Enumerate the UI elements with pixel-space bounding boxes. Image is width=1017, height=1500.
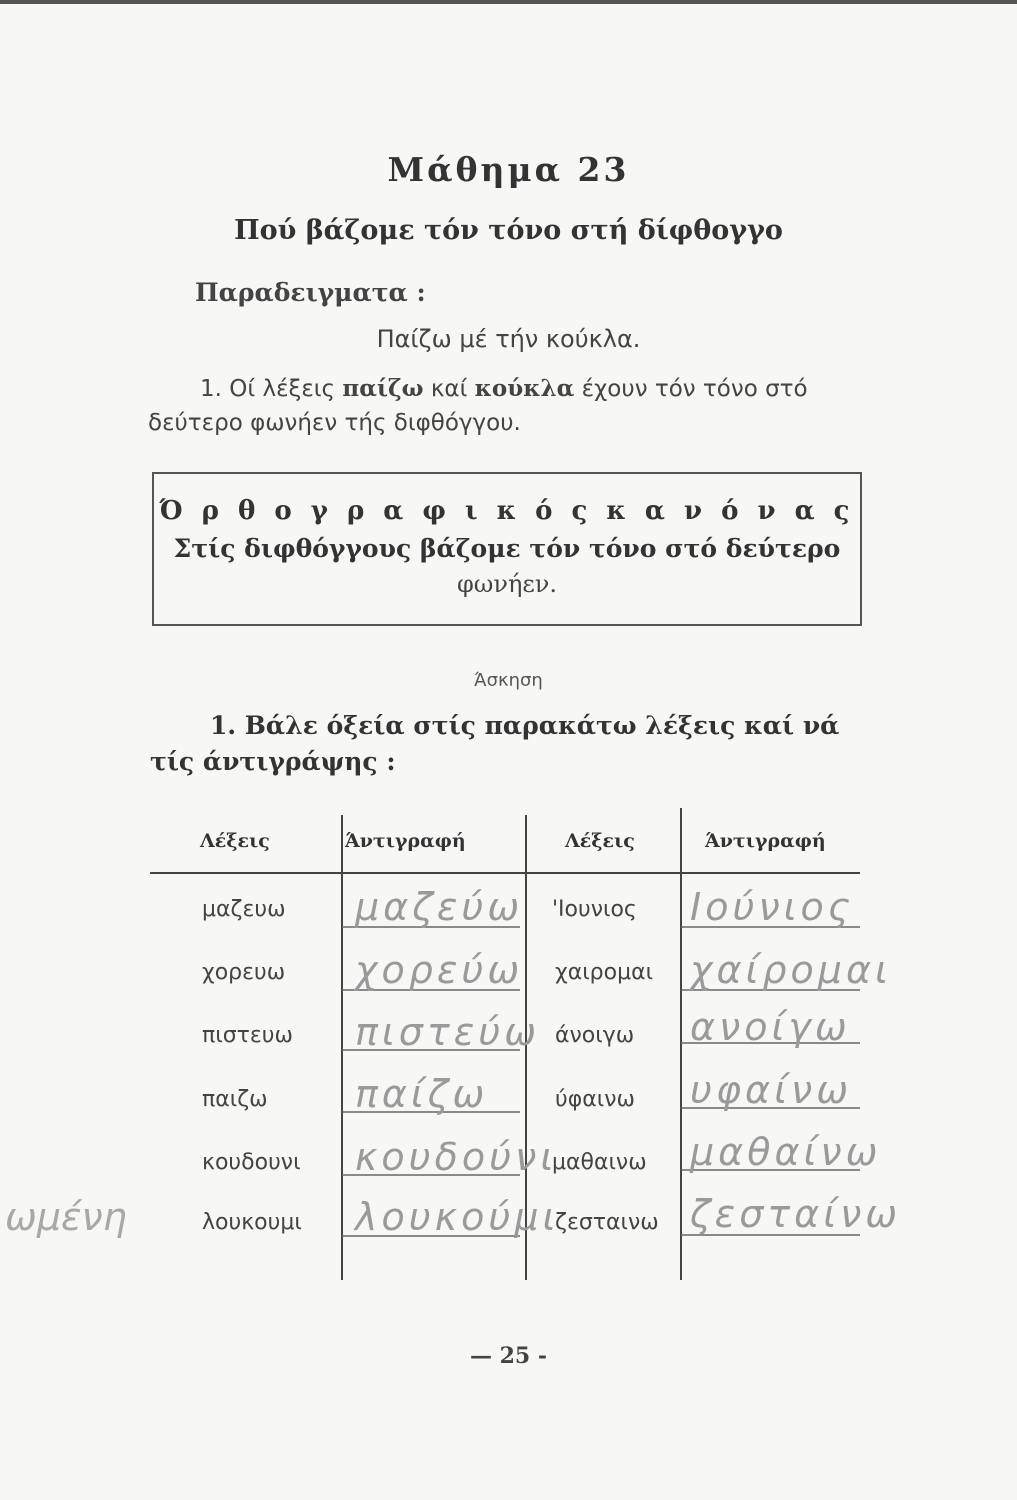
handwritten-copy-left: μαζεύω [355, 885, 524, 929]
handwritten-copy-left: λουκούμι [355, 1195, 560, 1239]
rule-number: 1. [200, 376, 222, 402]
handwritten-copy-left: κουδούνι [355, 1135, 558, 1179]
handwritten-copy-left: χορεύω [355, 948, 524, 992]
rule-box-title: Ό ρ θ ο γ ρ α φ ι κ ό ς κ α ν ό ν α ς [159, 496, 855, 526]
examples-label: Παραδειγματα : [195, 278, 426, 307]
handwritten-copy-right: ανοίγω [690, 1005, 851, 1049]
handwritten-copy-left: παίζω [355, 1072, 489, 1116]
rule-part2: έχουν τόν τόνο στό δεύτερο φωνήεν τής διφθόγγου. [148, 376, 808, 436]
rule-box-line2: φωνήεν. [457, 570, 557, 598]
rule-and: καί [430, 376, 468, 402]
word-left: πιστευω [202, 1023, 293, 1048]
word-left: λουκουμι [202, 1210, 302, 1235]
lesson-title: Μάθημα 23 [387, 150, 630, 189]
word-left: παιζω [202, 1087, 268, 1112]
page-number: — 25 - [469, 1343, 548, 1369]
handwritten-copy-right: υφαίνω [690, 1068, 853, 1112]
word-right: 'Ιουνιος [552, 897, 637, 922]
exercise-heading: Άσκηση [474, 670, 543, 691]
word-left: χορευω [202, 960, 286, 985]
rule-box-line1: Στίς διφθόγγους βάζομε τόν τόνο στό δεύτερο [173, 534, 841, 563]
handwritten-copy-right: ζεσταίνω [690, 1192, 902, 1236]
header-words-right: Λέξεις [565, 830, 635, 852]
word-right: χαιρομαι [555, 960, 654, 985]
rule-word2: κούκλα [474, 375, 575, 402]
word-left: μαζευω [202, 897, 286, 922]
margin-handwriting: ωμένη [5, 1195, 127, 1239]
word-left: κουδουνι [202, 1150, 301, 1175]
exercise-instruction: 1. Βάλε όξεία στίς παρακάτω λέξεις καί νά τίς άντιγράψης : [150, 711, 840, 776]
header-copy-left: Άντιγραφή [345, 830, 466, 852]
rule-word1: παίζω [342, 375, 424, 402]
lesson-subtitle: Πού βάζομε τόν τόνο στή δίφθογγο [234, 215, 783, 246]
handwritten-copy-right: μαθαίνω [690, 1130, 882, 1174]
header-words-left: Λέξεις [200, 830, 270, 852]
example-sentence: Παίζω μέ τήν κούκλα. [376, 325, 641, 353]
word-right: ζεσταινω [555, 1210, 659, 1235]
handwritten-copy-left: πιστεύω [355, 1010, 541, 1054]
rule-part1: Οί λέξεις [229, 376, 336, 402]
word-right: άνοιγω [555, 1023, 635, 1048]
header-copy-right: Άντιγραφή [705, 830, 826, 852]
handwritten-copy-right: Ιούνιος [690, 885, 855, 929]
handwritten-copy-right: χαίρομαι [690, 948, 892, 992]
word-right: ύφαινω [555, 1087, 635, 1112]
word-right: μαθαινω [552, 1150, 647, 1175]
